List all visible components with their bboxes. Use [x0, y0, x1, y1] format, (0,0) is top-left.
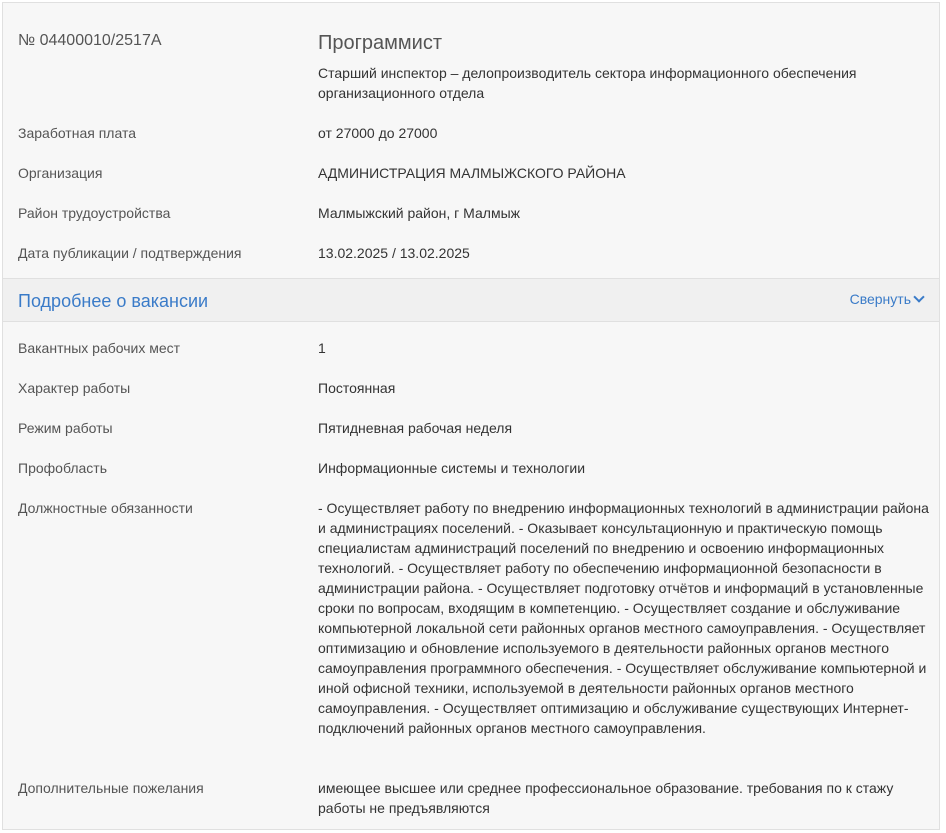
details-title: Подробнее о вакансии: [18, 291, 209, 311]
vacant-places-label: Вакантных рабочих мест: [18, 340, 181, 356]
vacant-places-value: 1: [318, 340, 326, 356]
collapse-label[interactable]: Свернуть: [849, 291, 911, 307]
vacancy-number: № 04400010/2517А: [18, 32, 162, 49]
work-type-value: Постоянная: [318, 380, 396, 396]
organization-value: АДМИНИСТРАЦИЯ МАЛМЫЖСКОГО РАЙОНА: [318, 165, 626, 181]
salary-value: от 27000 до 27000: [318, 125, 438, 141]
prof-area-label: Профобласть: [18, 460, 107, 476]
district-value: Малмыжский район, г Малмыж: [318, 205, 520, 221]
work-type-label: Характер работы: [18, 380, 131, 396]
publication-date-label: Дата публикации / подтверждения: [18, 245, 242, 261]
vacancy-summary: [3, 3, 939, 278]
vacancy-card: [2, 2, 940, 830]
work-schedule-label: Режим работы: [18, 420, 113, 436]
chevron-down-icon[interactable]: [913, 291, 924, 302]
organization-label: Организация: [18, 165, 103, 181]
additional-wishes-value: имеющее высшее или среднее профессиональное образование. требования по к стажу работы не предъявляются: [318, 780, 894, 816]
salary-label: Заработная плата: [18, 125, 136, 141]
vacancy-subtitle: Старший инспектор – делопроизводитель сектора информационного обеспечения организационного отдела: [318, 65, 857, 101]
details-header: [3, 278, 939, 322]
work-schedule-value: Пятидневная рабочая неделя: [318, 420, 513, 436]
additional-wishes-label: Дополнительные пожелания: [18, 780, 204, 796]
publication-date-value: 13.02.2025 / 13.02.2025: [318, 245, 470, 261]
prof-area-value: Информационные системы и технологии: [318, 460, 586, 476]
duties-value: - Осуществляет работу по внедрению информационных технологий в администрации района и администрациях поселений. - Оказывает консультационную и практическую помощь специалистам администраций поселений по внедрению и освоению информационных технологий. - Осуществляет работу по обеспечению информационной безопасности в администрации района. - Осуществляет подготовку отчётов и информаций в установленные сроки по вопросам, входящим в компетенцию. - Осуществляет создание и обслуживание компьютерной локальной сети районных органов местного самоуправления. - Осуществляет оптимизацию и обновление используемого в деятельности районных органов местного самоуправления программного обеспечения. - Осуществляет обслуживание компьютерной и иной офисной техники, используемой в деятельности районных органов местного самоуправления. - Осуществляет оптимизацию и обслуживание существующих Интернет-подключений районных органов местного самоуправления.: [318, 500, 929, 736]
vacancy-title: Программист: [318, 32, 442, 54]
duties-label: Должностные обязанности: [18, 500, 193, 516]
district-label: Район трудоустройства: [18, 205, 171, 221]
collapse-toggle[interactable]: [850, 291, 923, 307]
